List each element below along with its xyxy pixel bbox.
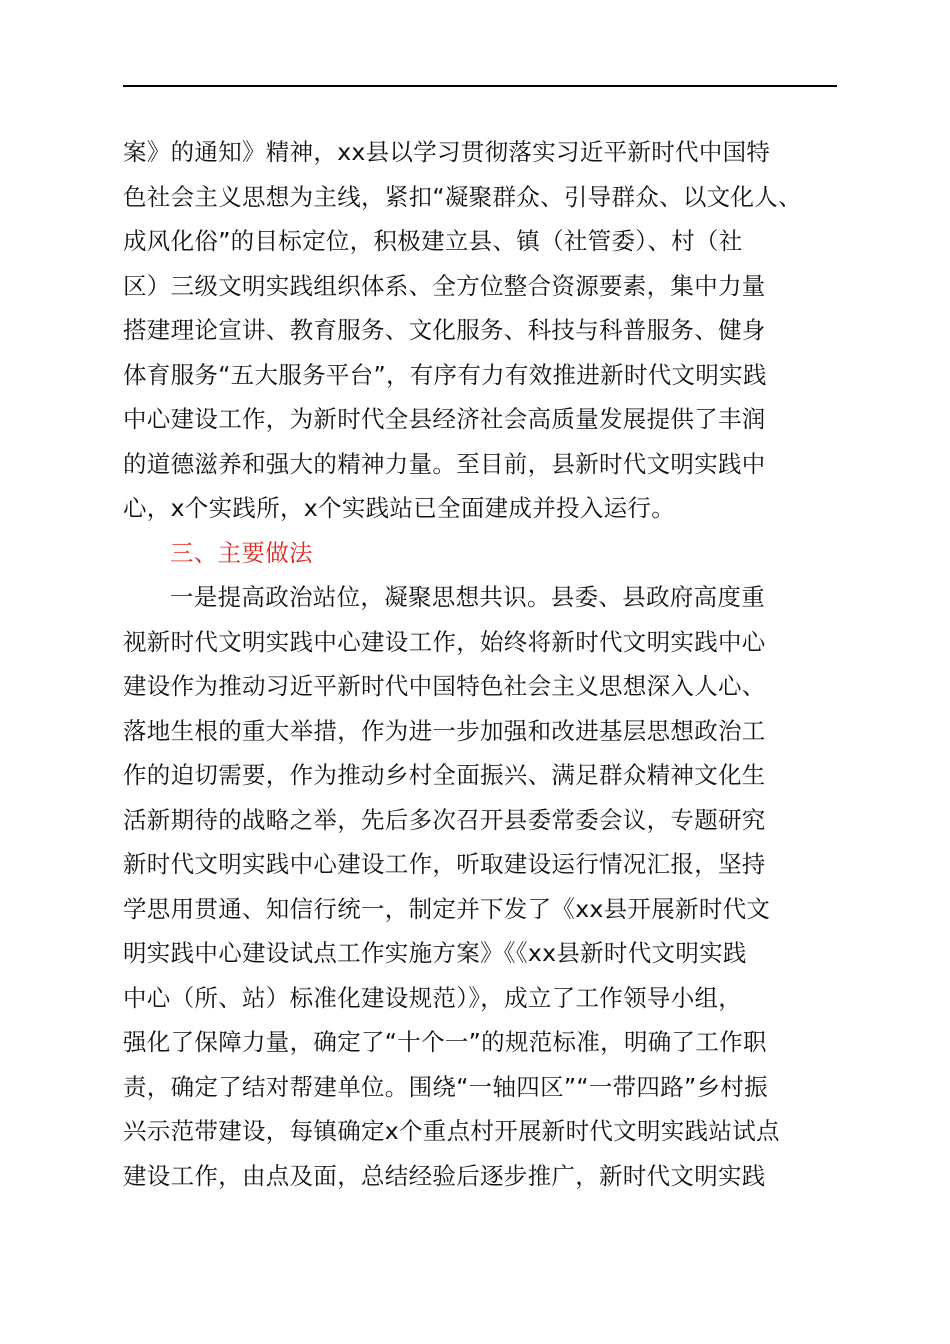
- document-body: [123, 130, 843, 1198]
- body-line: 搭建理论宣讲、教育服务、文化服务、科技与科普服务、健身: [123, 316, 766, 344]
- body-line: 兴示范带建设，每镇确定x个重点村开展新时代文明实践站试点: [123, 1117, 780, 1145]
- body-line: 案》的通知》精神，xx县以学习贯彻落实习近平新时代中国特: [123, 138, 771, 166]
- body-line: 明实践中心建设试点工作实施方案》《《xx县新时代文明实践: [123, 939, 747, 967]
- body-line: 活新期待的战略之举，先后多次召开县委常委会议，专题研究: [123, 805, 766, 834]
- body-line: 建设作为推动习近平新时代中国特色社会主义思想深入人心、: [123, 672, 766, 700]
- section-heading: 三、主要做法: [170, 538, 313, 567]
- body-line: 作的迫切需要，作为推动乡村全面振兴、满足群众精神文化生: [123, 761, 766, 789]
- body-line: 色社会主义思想为主线，紧扣“凝聚群众、引导群众、以文化人、: [123, 182, 802, 211]
- body-line: 体育服务“五大服务平台”，有序有力有效推进新时代文明实践: [123, 360, 767, 389]
- body-line: 成风化俗”的目标定位，积极建立县、镇（社管委）、村（社: [123, 227, 743, 255]
- body-line: 中心（所、站）标准化建设规范）》，成立了工作领导小组，: [123, 983, 743, 1012]
- body-line: 建设工作，由点及面，总结经验后逐步推广，新时代文明实践: [123, 1161, 766, 1190]
- body-line: 区）三级文明实践组织体系、全方位整合资源要素，集中力量: [123, 271, 766, 300]
- body-line: 的道德滋养和强大的精神力量。至目前，县新时代文明实践中: [123, 449, 766, 478]
- body-line: 落地生根的重大举措，作为进一步加强和改进基层思想政治工: [123, 716, 766, 745]
- body-line: 学思用贯通、知信行统一，制定并下发了《xx县开展新时代文: [123, 894, 771, 923]
- body-line: 责，确定了结对帮建单位。围绕“一轴四区”“一带四路”乡村振: [123, 1072, 768, 1101]
- body-line: 新时代文明实践中心建设工作，听取建设运行情况汇报，坚持: [123, 850, 766, 878]
- paragraph-first-line: 一是提高政治站位，凝聚思想共识。县委、县政府高度重: [170, 583, 765, 611]
- body-line: 中心建设工作，为新时代全县经济社会高质量发展提供了丰润: [123, 405, 766, 433]
- body-line: 心，x个实践所，x个实践站已全面建成并投入运行。: [123, 494, 676, 522]
- header-rule: [123, 85, 837, 87]
- body-line: 强化了保障力量，确定了“十个一”的规范标准，明确了工作职: [123, 1028, 767, 1056]
- body-line: 视新时代文明实践中心建设工作，始终将新时代文明实践中心: [123, 627, 766, 656]
